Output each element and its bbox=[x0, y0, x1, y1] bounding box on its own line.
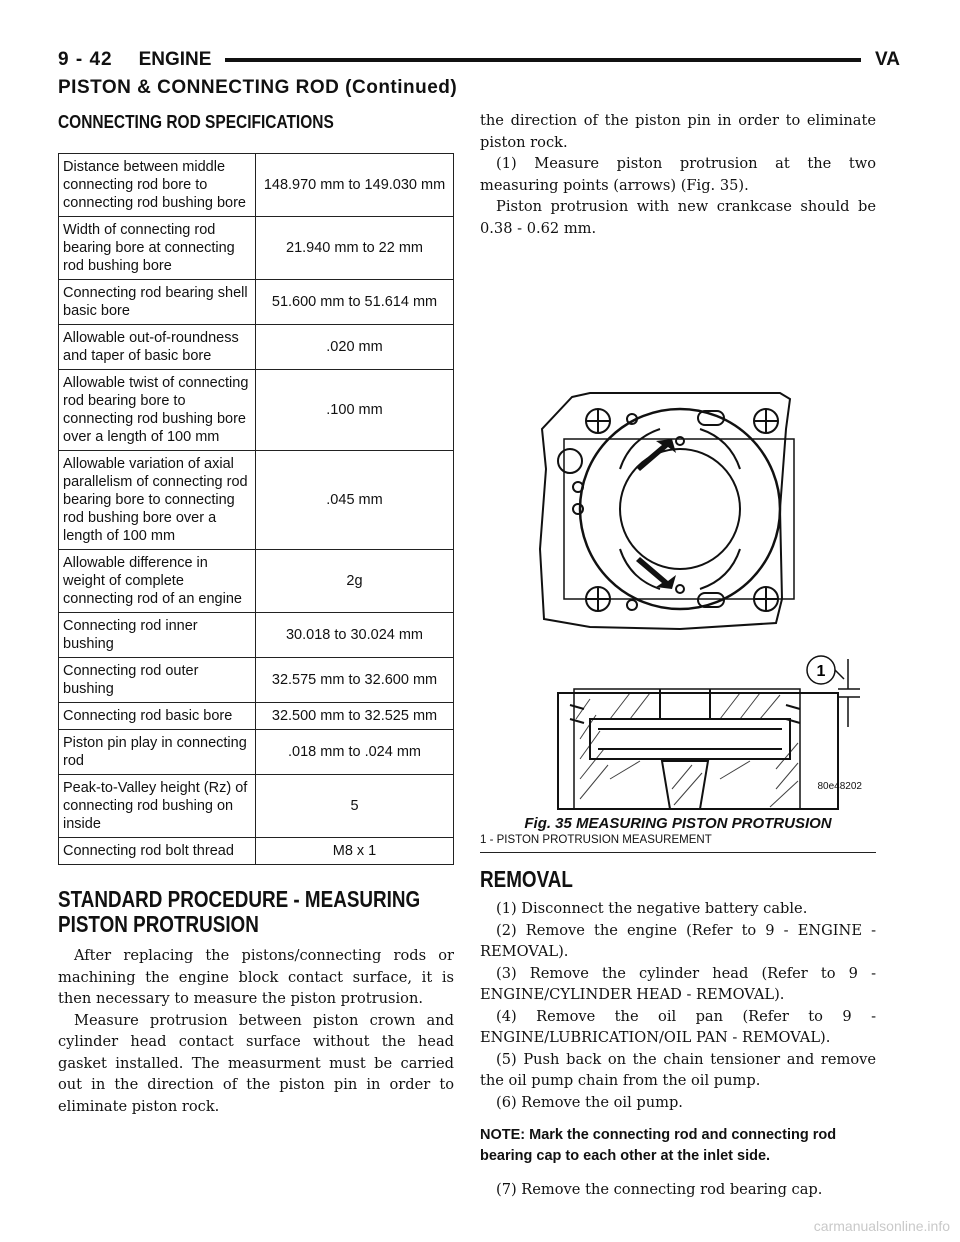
spec-value: M8 x 1 bbox=[256, 838, 454, 865]
procedure-title-line1: STANDARD PROCEDURE - MEASURING bbox=[58, 886, 421, 912]
header-rule bbox=[225, 58, 861, 62]
procedure-paragraph-1: After replacing the pistons/connecting rods or machining the engine block contact surface, it is then necessary to measure the piston protrusion. bbox=[58, 947, 454, 1007]
spec-row bbox=[59, 658, 454, 703]
removal-step-7: (7) Remove the connecting rod bearing cap. bbox=[496, 1181, 823, 1198]
spec-value: .018 mm to .024 mm bbox=[256, 730, 454, 775]
spec-row bbox=[59, 217, 454, 280]
spec-name: Width of connecting rod bearing bore at connecting rod bushing bore bbox=[59, 217, 256, 280]
spec-row bbox=[59, 154, 454, 217]
spec-value: 5 bbox=[256, 775, 454, 838]
spec-value: 2g bbox=[256, 550, 454, 613]
spec-value: 30.018 to 30.024 mm bbox=[256, 613, 454, 658]
removal-steps bbox=[480, 898, 876, 1113]
spec-name: Connecting rod inner bushing bbox=[59, 613, 256, 658]
spec-row bbox=[59, 838, 454, 865]
spec-row bbox=[59, 550, 454, 613]
procedure-title-line2: PISTON PROTRUSION bbox=[58, 911, 259, 937]
spec-value: 148.970 mm to 149.030 mm bbox=[256, 154, 454, 217]
spec-value: .100 mm bbox=[256, 370, 454, 451]
spec-name: Connecting rod bearing shell basic bore bbox=[59, 280, 256, 325]
removal-title: REMOVAL bbox=[480, 866, 573, 892]
spec-name: Connecting rod basic bore bbox=[59, 703, 256, 730]
spec-name: Piston pin play in connecting rod bbox=[59, 730, 256, 775]
removal-step-2: (2) Remove the engine (Refer to 9 - ENGINE - REMOVAL). bbox=[480, 921, 876, 960]
specs-title: CONNECTING ROD SPECIFICATIONS bbox=[58, 112, 334, 132]
spec-name: Allowable difference in weight of complete connecting rod of an engine bbox=[59, 550, 256, 613]
spec-row bbox=[59, 730, 454, 775]
removal-step-5: (5) Push back on the chain tensioner and remove the oil pump chain from the oil pump. bbox=[480, 1050, 876, 1089]
spec-value: 21.940 mm to 22 mm bbox=[256, 217, 454, 280]
figure-legend: 1 - PISTON PROTRUSION MEASUREMENT bbox=[480, 834, 876, 853]
spec-row bbox=[59, 775, 454, 838]
spec-row bbox=[59, 613, 454, 658]
figure-caption: Fig. 35 MEASURING PISTON PROTRUSION bbox=[524, 815, 832, 832]
figure-code: 80e48202 bbox=[817, 781, 862, 792]
spec-value: 32.575 mm to 32.600 mm bbox=[256, 658, 454, 703]
spec-name: Allowable variation of axial parallelism of connecting rod bearing bore to connecting rod bushing bore over a length of 100 mm bbox=[59, 451, 256, 550]
spec-row bbox=[59, 451, 454, 550]
spec-row bbox=[59, 370, 454, 451]
removal-note: NOTE: Mark the connecting rod and connecting rod bearing cap to each other at the inlet side. bbox=[480, 1127, 837, 1164]
figure-35 bbox=[480, 249, 876, 829]
spec-row bbox=[59, 325, 454, 370]
spec-row bbox=[59, 280, 454, 325]
removal-step-6: (6) Remove the oil pump. bbox=[496, 1093, 683, 1111]
section-title: ENGINE bbox=[138, 49, 212, 70]
spec-name: Allowable out-of-roundness and taper of basic bore bbox=[59, 325, 256, 370]
page-header bbox=[58, 40, 900, 80]
right-column bbox=[480, 110, 876, 1201]
watermark: carmanualsonline.info bbox=[813, 1218, 950, 1234]
procedure-paragraph-2-continued: the direction of the piston pin in order to eliminate piston rock. bbox=[480, 112, 876, 151]
procedure-spec-note: Piston protrusion with new crankcase should be 0.38 - 0.62 mm. bbox=[480, 198, 876, 237]
removal-step-4: (4) Remove the oil pan (Refer to 9 - ENGINE/LUBRICATION/OIL PAN - REMOVAL). bbox=[480, 1007, 876, 1046]
procedure-paragraph-2: Measure protrusion between piston crown and cylinder head contact surface without the head gasket installed. The measurment must be carried out in the direction of the piston pin in order to eliminate piston rock. bbox=[58, 1011, 454, 1115]
spec-value: 32.500 mm to 32.525 mm bbox=[256, 703, 454, 730]
spec-name: Connecting rod bolt thread bbox=[59, 838, 256, 865]
page-number: 9 - 42 bbox=[58, 49, 113, 70]
spec-name: Distance between middle connecting rod bore to connecting rod bushing bore bbox=[59, 154, 256, 217]
removal-step-3: (3) Remove the cylinder head (Refer to 9 - ENGINE/CYLINDER HEAD - REMOVAL). bbox=[480, 964, 876, 1003]
continued-heading: PISTON & CONNECTING ROD (Continued) bbox=[58, 77, 458, 98]
spec-value: .045 mm bbox=[256, 451, 454, 550]
spec-value: .020 mm bbox=[256, 325, 454, 370]
spec-value: 51.600 mm to 51.614 mm bbox=[256, 280, 454, 325]
procedure-section bbox=[58, 886, 454, 1115]
spec-name: Peak-to-Valley height (Rz) of connecting rod bushing on inside bbox=[59, 775, 256, 838]
callout-1-label: 1 bbox=[816, 663, 826, 680]
piston-protrusion-illustration bbox=[480, 249, 876, 809]
spec-table bbox=[58, 153, 454, 865]
spec-name: Connecting rod outer bushing bbox=[59, 658, 256, 703]
left-column bbox=[58, 112, 454, 1115]
removal-step-1: (1) Disconnect the negative battery cable. bbox=[496, 900, 808, 917]
model-code: VA bbox=[875, 49, 900, 70]
spec-name: Allowable twist of connecting rod bearing bore to connecting rod bushing bore over a length of 100 mm bbox=[59, 370, 256, 451]
procedure-step-1: (1) Measure piston protrusion at the two measuring points (arrows) (Fig. 35). bbox=[480, 155, 876, 194]
spec-row bbox=[59, 703, 454, 730]
